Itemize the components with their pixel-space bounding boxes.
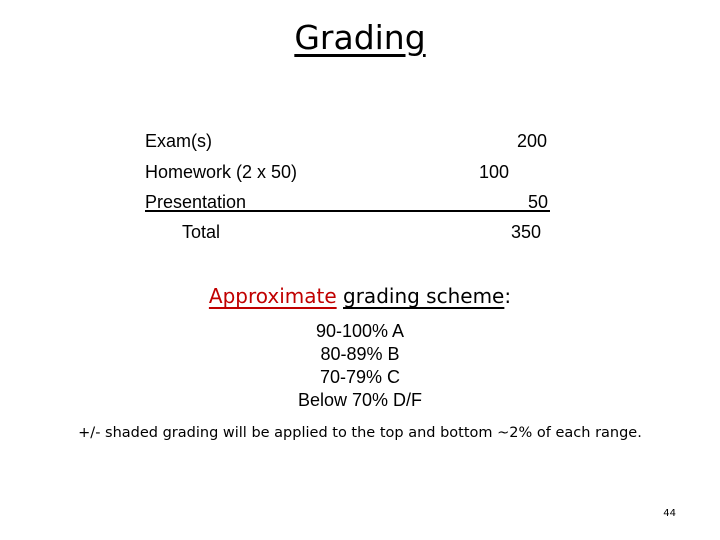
breakdown-value-exams: 200 bbox=[517, 131, 548, 151]
scheme-item-b: 80-89% B bbox=[320, 344, 400, 364]
breakdown-value-total: 350 bbox=[511, 222, 542, 242]
grading-scheme-heading bbox=[0, 284, 720, 308]
scheme-item-c: 70-79% C bbox=[319, 367, 401, 387]
breakdown-label-presentation: Presentation bbox=[145, 192, 247, 212]
breakdown-label-total: Total bbox=[182, 222, 221, 242]
scheme-item-a: 90-100% A bbox=[315, 321, 405, 341]
breakdown-value-presentation: 50 bbox=[528, 192, 549, 212]
heading-colon: : bbox=[504, 284, 512, 308]
breakdown-label-homework: Homework (2 x 50) bbox=[145, 162, 298, 182]
heading-approximate: Approximate bbox=[208, 284, 337, 308]
scheme-item-df: Below 70% D/F bbox=[297, 390, 423, 410]
grading-note: +/- shaded grading will be applied to the top and bottom ~2% of each range. bbox=[78, 425, 642, 441]
breakdown-label-exams: Exam(s) bbox=[145, 131, 212, 151]
slide-title: Grading bbox=[294, 18, 426, 57]
breakdown-value-homework: 100 bbox=[479, 162, 510, 182]
total-divider-line bbox=[145, 210, 550, 212]
grading-scheme-list bbox=[0, 320, 720, 412]
page-number: 44 bbox=[663, 508, 676, 519]
heading-grading-scheme: grading scheme bbox=[343, 284, 505, 308]
